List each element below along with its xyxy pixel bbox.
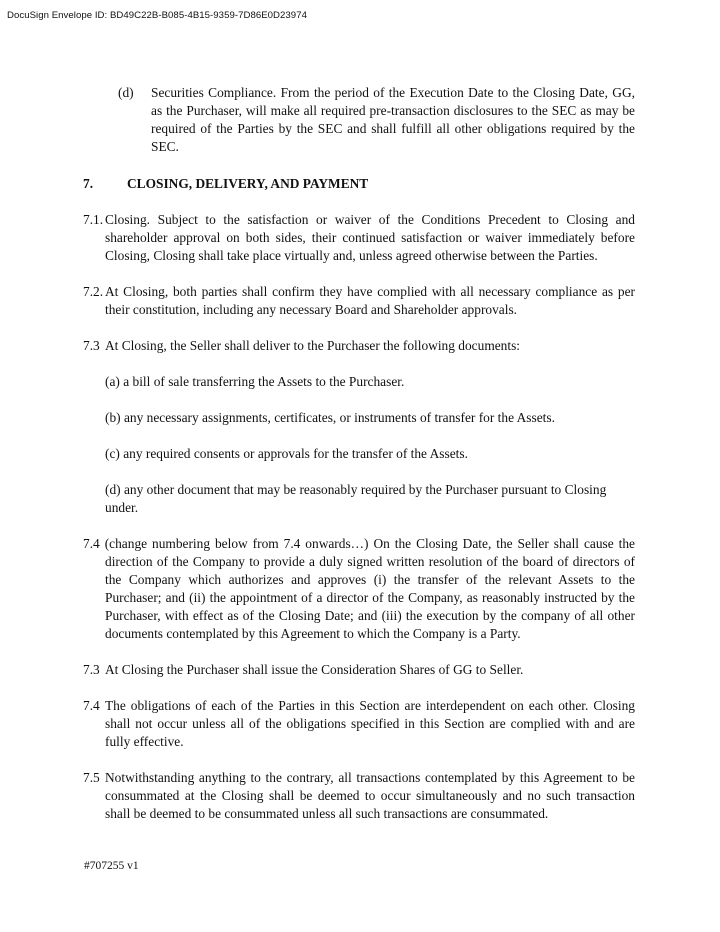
clause-7-1	[83, 211, 635, 265]
clause-text: Notwithstanding anything to the contrary, all transactions contemplated by this Agreement to be consummated at the Closing shall be deemed to occur simultaneously and no such transaction shall be deemed to be consummated unless all such transactions are consummated.	[105, 770, 635, 821]
clause-text: Closing. Subject to the satisfaction or waiver of the Conditions Precedent to Closing and shareholder approval on both sides, their continued satisfaction or waiver immediately before Closing, Closing shall take place virtually and, unless agreed otherwise between the Parties.	[105, 212, 635, 263]
clause-text: (change numbering below from 7.4 onwards…) On the Closing Date, the Seller shall cause the direction of the Company to provide a duly signed written resolution of the board of directors of the Company which authorizes and approves (i) the transfer of the relevant Assets to the Purchaser; and (ii) the appointment of a director of the Company, as reasonably instructed by the Purchaser, with effect as of the Closing Date; and (iii) the execution by the company of all other documents contemplated by this Agreement to which the Company is a Party.	[104, 536, 635, 641]
clause-d-text: Securities Compliance. From the period of the Execution Date to the Closing Date, GG, as the Purchaser, will make all required pre-transaction disclosures to the SEC as may be required of the Parties by the SEC and shall fulfill all other obligations required by the SEC.	[151, 85, 635, 154]
list-item: (b) any necessary assignments, certificates, or instruments of transfer for the Assets.	[105, 410, 555, 425]
clause-7-4-obligations	[83, 697, 635, 751]
clause-number: 7.4	[83, 698, 100, 713]
clause-7-3-consideration	[83, 661, 635, 679]
document-footer-id: #707255 v1	[84, 860, 139, 872]
clause-number: 7.3	[83, 338, 100, 353]
clause-7-5	[83, 769, 635, 823]
clause-d	[118, 84, 635, 156]
clause-7-3-deliveries	[83, 337, 635, 355]
clause-number: 7.4	[83, 536, 100, 551]
clause-d-label: (d)	[118, 85, 134, 100]
clause-number: 7.1.	[83, 212, 104, 227]
section-title: CLOSING, DELIVERY, AND PAYMENT	[127, 176, 369, 191]
clause-number: 7.2.	[83, 284, 104, 299]
clause-7-2	[83, 283, 635, 319]
clause-number: 7.5	[83, 770, 100, 785]
clause-text: At Closing, both parties shall confirm they have complied with all necessary compliance as per their constitution, including any necessary Board and Shareholder approvals.	[105, 284, 635, 317]
docusign-envelope-id: DocuSign Envelope ID: BD49C22B-B085-4B15-9359-7D86E0D23974	[7, 10, 307, 21]
deliverables-list	[105, 355, 635, 517]
section-heading	[83, 175, 635, 193]
clause-text: At Closing the Purchaser shall issue the Consideration Shares of GG to Seller.	[105, 662, 524, 677]
clause-7-4-resolution	[83, 535, 635, 643]
section-number: 7.	[83, 176, 94, 191]
clause-text: The obligations of each of the Parties in this Section are interdependent on each other. Closing shall not occur unless all of the obligations specified in this Section are complied with and are fully effective.	[105, 698, 635, 749]
document-page	[83, 84, 635, 823]
list-item: (d) any other document that may be reasonably required by the Purchaser pursuant to Closing under.	[105, 482, 607, 515]
clause-number: 7.3	[83, 662, 100, 677]
list-item: (a) a bill of sale transferring the Assets to the Purchaser.	[105, 374, 405, 389]
list-item: (c) any required consents or approvals for the transfer of the Assets.	[105, 446, 468, 461]
clause-text: At Closing, the Seller shall deliver to the Purchaser the following documents:	[105, 338, 521, 353]
